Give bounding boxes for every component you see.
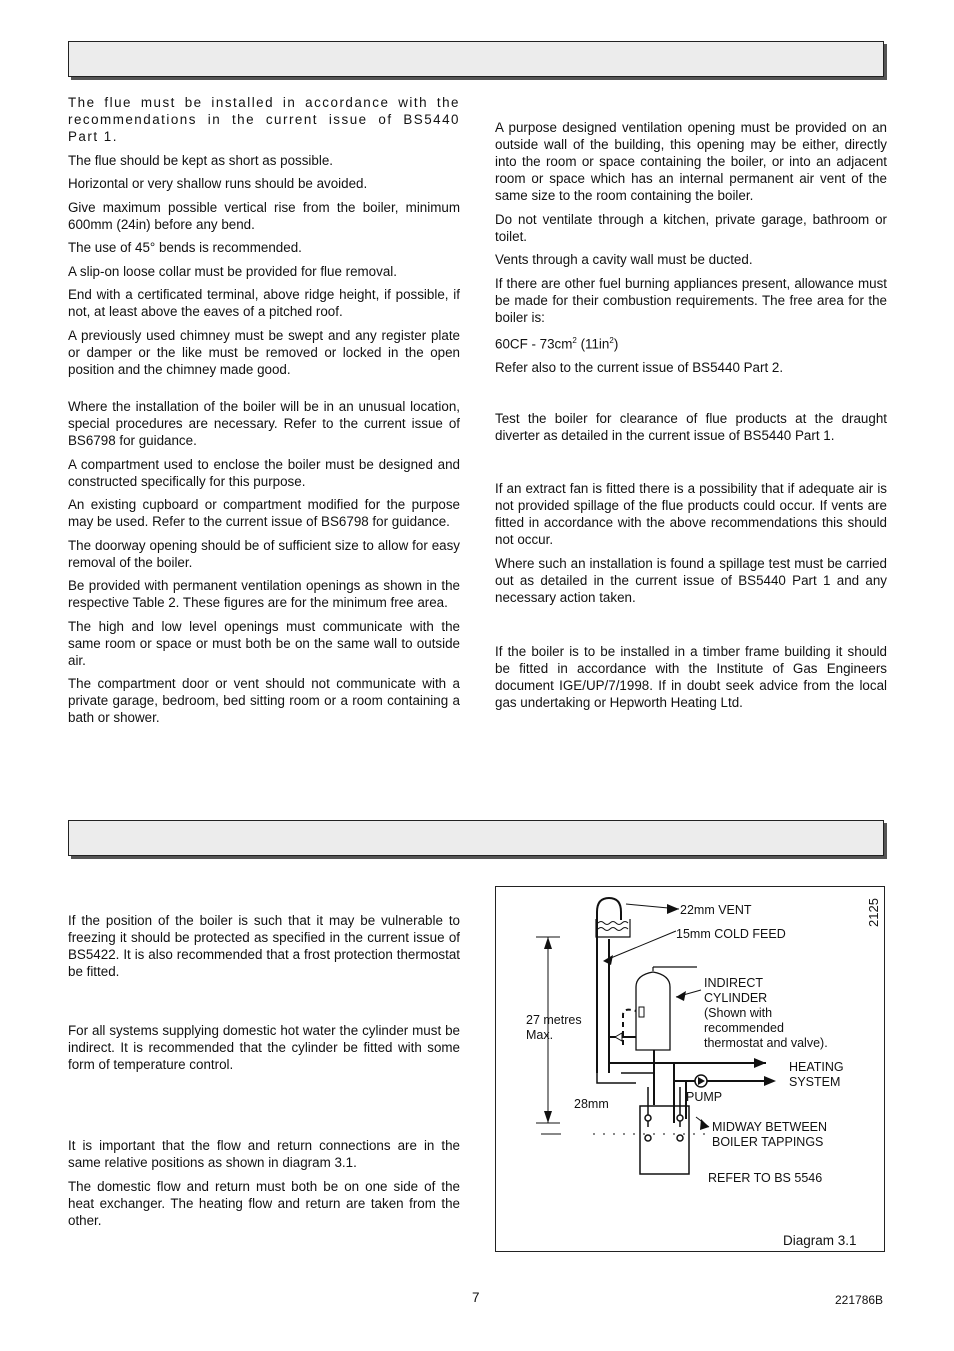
diagram-caption: Diagram 3.1 <box>783 1233 857 1248</box>
label-height-2: Max. <box>526 1028 554 1042</box>
vent-para-3: Vents through a cavity wall must be ducted. <box>495 252 753 267</box>
label-pump: PUMP <box>686 1090 723 1104</box>
right-fan-section <box>495 480 887 612</box>
compartment-para-3: An existing cupboard or compartment modified for the purpose may be used. Refer to the current issue of BS6798 for guidance. <box>68 497 460 529</box>
label-cylinder-3: (Shown with <box>704 1006 773 1020</box>
vent-reference: Refer also to the current issue of BS5440 Part 2. <box>495 359 784 375</box>
label-heating-1: HEATING <box>789 1060 844 1074</box>
label-cylinder-1: INDIRECT <box>704 976 764 990</box>
label-midway-2: BOILER TAPPINGS <box>712 1135 824 1149</box>
fan-para-2: Where such an installation is found a spillage test must be carried out as detailed in the current issue of BS5440 Part 1 and any necessary action taken. <box>495 555 887 605</box>
vent-para-2: Do not ventilate through a kitchen, private garage, bathroom or toilet. <box>495 211 887 244</box>
label-cylinder-4: recommended <box>704 1021 784 1035</box>
label-cylinder-5: thermostat and valve). <box>704 1036 828 1050</box>
connections-para-1: It is important that the flow and return connections are in the same relative positions as shown in diagram 3.1. <box>68 1138 460 1170</box>
compartment-para-2: A compartment used to enclose the boiler must be designed and constructed specifically for this purpose. <box>68 456 460 489</box>
label-midway-1: MIDWAY BETWEEN <box>712 1120 828 1134</box>
diagram-code: 2125 <box>866 898 881 927</box>
flue-para-2: The flue should be kept as short as possible. <box>68 152 333 168</box>
label-refer: REFER TO BS 5546 <box>708 1171 823 1185</box>
flue-para-4: Give maximum possible vertical rise from the boiler, minimum 600mm (24in) before any bend. <box>68 199 460 232</box>
flue-para-1: The flue must be installed in accordance with the recommendations in the current issue of BS5440 Part 1. <box>68 95 460 144</box>
fan-para-1: If an extract fan is fitted there is a possibility that if adequate air is not provided spillage of the flue products could occur. If vents are fitted in accordance with the above recommendations this should not occur. <box>495 481 887 547</box>
free-area: $60CF - 73cm^2$ $(11in^2)$ <box>495 336 619 352</box>
label-pipe-size: 28mm <box>574 1097 609 1111</box>
flue-para-5: The use of 45° bends is recommended. <box>68 240 302 255</box>
valve-icon <box>615 1033 622 1041</box>
frost-para: If the position of the boiler is such that it may be vulnerable to freezing it should be protected as specified in the current issue of BS5422. It is also recommended that a frost protection thermostat be fitted. <box>68 913 460 979</box>
label-height-1: 27 metres <box>526 1013 582 1027</box>
left-column-compartment <box>68 398 460 733</box>
right-timber-para: If the boiler is to be installed in a timber frame building it should be fitted in accordance with the Institute of Gas Engineers document IGE/UP/7/1998. If in doubt seek advice from the local gas undertaking or Hepworth Heating Ltd. <box>495 644 887 710</box>
label-heating-2: SYSTEM <box>789 1075 841 1089</box>
document-code: 221786B <box>835 1293 884 1307</box>
page-number: 7 <box>472 1290 480 1305</box>
system-schematic <box>496 887 886 1253</box>
compartment-para-4: The doorway opening should be of sufficient size to allow for easy removal of the boiler. <box>68 537 460 570</box>
compartment-para-5: Be provided with permanent ventilation openings as shown in the respective Table 2. These figures are for the minimum free area. <box>68 578 460 610</box>
flue-para-7: End with a certificated terminal, above ridge height, if possible, if not, at least above the eaves of a pitched roof. <box>68 287 460 319</box>
left-column-upper <box>68 94 460 384</box>
thermostat-icon <box>639 1007 644 1017</box>
diagram-3-1 <box>495 886 885 1252</box>
connections-para-2: The domestic flow and return must both be on one side of the heat exchanger. The heating flow and return are taken from the other. <box>68 1178 460 1228</box>
flue-para-6: A slip-on loose collar must be provided for flue removal. <box>68 263 397 279</box>
compartment-para-1: Where the installation of the boiler will be in an unusual location, special procedures are necessary. Refer to the current issue of BS6798 for guidance. <box>68 399 460 448</box>
compartment-para-7: The compartment door or vent should not communicate with a private garage, bedroom, bed sitting room or a room containing a bath or shower. <box>68 676 460 725</box>
label-cold-feed: 15mm COLD FEED <box>676 927 786 941</box>
section-banner-bottom <box>68 820 884 856</box>
compartment-para-6: The high and low level openings must communicate with the same room or space or must both be on the same wall to outside air. <box>68 618 460 668</box>
vent-para-1: A purpose designed ventilation opening must be provided on an outside wall of the building, this opening may be either, directly into the room or space containing the boiler, or into an adjacent room or space which has an internal permanent air vent of the same size to the room containing the boiler. <box>495 120 887 203</box>
flue-para-8: A previously used chimney must be swept and any register plate or damper or the like must be removed or locked in the open position and the chimney made good. <box>68 327 460 377</box>
thermostat-line <box>623 1010 636 1045</box>
right-column-upper <box>495 119 887 382</box>
right-test-para: Test the boiler for clearance of flue products at the draught diverter as detailed in the current issue of BS5440 Part 1. <box>495 411 887 443</box>
flue-para-3: Horizontal or very shallow runs should be avoided. <box>68 176 368 191</box>
connections-section <box>68 1137 460 1235</box>
label-vent: 22mm VENT <box>680 903 752 917</box>
vent-para-4: If there are other fuel burning appliances present, allowance must be made for their combustion requirements. The free area for the boiler is: <box>495 275 887 325</box>
cylinder-para: For all systems supplying domestic hot water the cylinder must be indirect. It is recommended that the cylinder be fitted with some form of temperature control. <box>68 1023 460 1072</box>
section-banner-top <box>68 41 884 77</box>
label-cylinder-2: CYLINDER <box>704 991 768 1005</box>
